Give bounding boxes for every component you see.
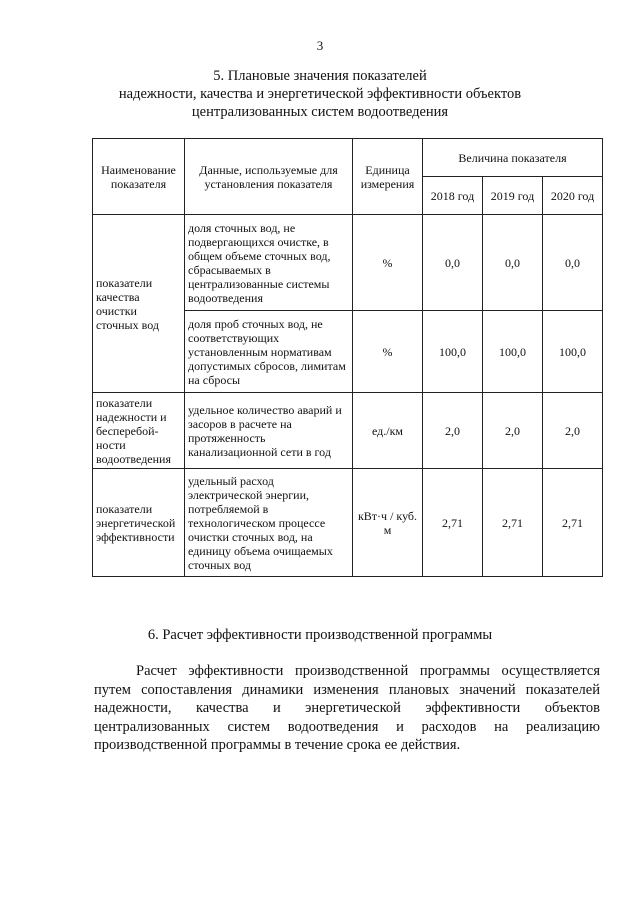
indicator-data: удельный расход электрической энергии, потребляемой в технологическом процессе очистки сточных вод, на единицу объема очищаемых сточных вод bbox=[185, 469, 353, 577]
page-number: 3 bbox=[316, 38, 324, 53]
value-2019: 0,0 bbox=[483, 215, 543, 311]
header-year-2020: 2020 год bbox=[543, 177, 603, 215]
value-2018: 2,0 bbox=[423, 393, 483, 469]
indicator-name: показатели надежности и бесперебой-ности водоотведения bbox=[93, 393, 185, 469]
section-6-title: 6. Расчет эффективности производственной программы bbox=[147, 627, 493, 643]
header-value-group: Величина показателя bbox=[423, 139, 603, 177]
header-unit: Единица измерения bbox=[353, 139, 423, 215]
value-2018: 0,0 bbox=[423, 215, 483, 311]
indicator-unit: % bbox=[353, 311, 423, 393]
table-row bbox=[93, 469, 603, 577]
indicator-name: показатели энергетической эффективности bbox=[93, 469, 185, 577]
header-source-data: Данные, используемые для установления показателя bbox=[185, 139, 353, 215]
section-6-paragraph: Расчет эффективности производственной программы осуществляется путем сопоставления динамики изменения плановых значений показателей надежности, качества и энергетической эффективности объектов централизованных систем водоотведения и расходов на реализацию производственной программы в течение срока ее действия. bbox=[94, 663, 600, 753]
section-5-title-line: централизованных систем водоотведения bbox=[191, 104, 449, 120]
indicator-data: доля проб сточных вод, не соответствующих установленным нормативам допустимых сбросов, лимитам на сбросы bbox=[185, 311, 353, 393]
value-2020: 2,71 bbox=[543, 469, 603, 577]
indicator-unit: ед./км bbox=[353, 393, 423, 469]
header-year-2019: 2019 год bbox=[483, 177, 543, 215]
value-2019: 2,0 bbox=[483, 393, 543, 469]
section-5-title-line: 5. Плановые значения показателей bbox=[213, 68, 427, 84]
section-5-title bbox=[0, 67, 640, 121]
indicator-unit: кВт·ч / куб. м bbox=[353, 469, 423, 577]
value-2018: 100,0 bbox=[423, 311, 483, 393]
value-2020: 0,0 bbox=[543, 215, 603, 311]
header-year-2018: 2018 год bbox=[423, 177, 483, 215]
table-row bbox=[93, 393, 603, 469]
indicator-data: удельное количество аварий и засоров в расчете на протяженность канализационной сети в год bbox=[185, 393, 353, 469]
indicator-unit: % bbox=[353, 215, 423, 311]
indicator-data: доля сточных вод, не подвергающихся очистке, в общем объеме сточных вод, сбрасываемых в централизованные системы водоотведения bbox=[185, 215, 353, 311]
value-2018: 2,71 bbox=[423, 469, 483, 577]
header-indicator-name: Наименование показателя bbox=[93, 139, 185, 215]
indicator-name: показатели качества очистки сточных вод bbox=[93, 215, 185, 393]
value-2019: 2,71 bbox=[483, 469, 543, 577]
table-row bbox=[93, 215, 603, 311]
value-2020: 2,0 bbox=[543, 393, 603, 469]
section-5-title-line: надежности, качества и энергетической эффективности объектов bbox=[118, 86, 522, 102]
value-2020: 100,0 bbox=[543, 311, 603, 393]
indicators-table bbox=[92, 138, 603, 577]
value-2019: 100,0 bbox=[483, 311, 543, 393]
